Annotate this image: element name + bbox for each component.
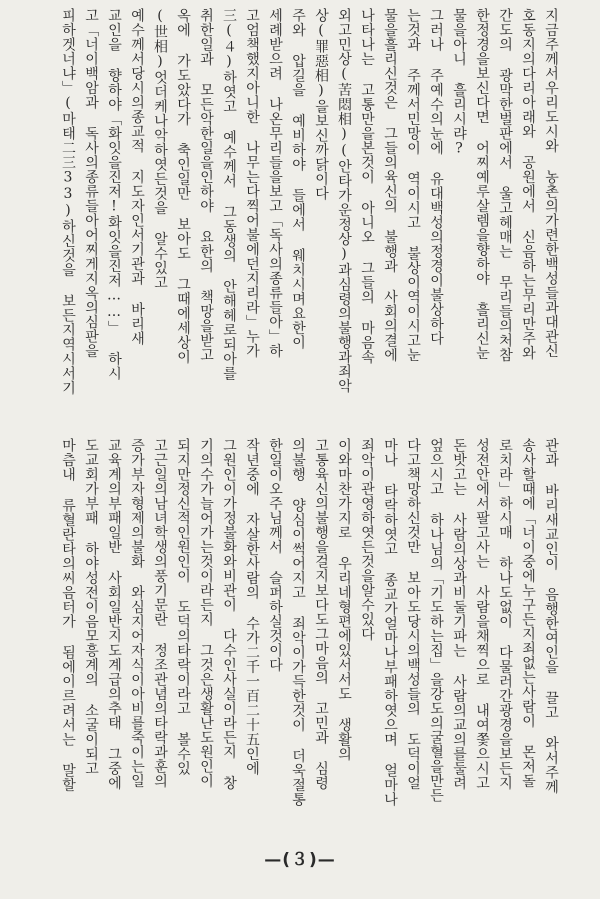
text-column: 주와 압길을 예비하야 들에서 웨치시며요한이: [290, 8, 306, 350]
text-column: 기의수가늘어가는것이라든지 그것은생활난도원인이: [198, 438, 214, 788]
text-column: 작년중에 자살한사람의 수가二千一百二十五인에: [244, 438, 260, 776]
text-column: 간도의 광막한벌판에서 울고헤매는 무리들의처참: [497, 8, 513, 362]
text-column: 고근일의남녀학생의풍기문란 정조관념의타락과훈의: [152, 438, 168, 788]
text-column: 도교회가부패 하야성전이음모흥계의 소굴이되고: [83, 438, 99, 776]
text-column: 외고민상(苦悶相)(안타가운정상)과심령의불행과죄악: [336, 8, 352, 393]
text-column: 는것과 주께서민망이 역이시고 불상이역이시고눈: [405, 8, 421, 362]
text-column: 세례받으려 나온무리들을보고「독사의종류들아」하: [267, 8, 283, 358]
text-column: 호동지의다리아래와 공원에서 신음하는무리만주와: [520, 8, 536, 360]
text-column: 관과 바리새교인이 음행한여인을 끌고 와서주께: [543, 438, 559, 794]
text-column: 고통육신의불행을걸지보다도그마음의 고민과 심령: [313, 438, 329, 790]
text-column: 피하겟너냐」(마태二三33)하신것을 보든지역시서기: [60, 8, 76, 395]
text-column: 이와마찬가지로 우리네형편에있서서도 생활의: [336, 438, 352, 761]
text-column: 옥에 가도았다가 축인일만 보아도 그때에세상이: [175, 8, 191, 364]
text-column: 예수께서당시의종교적 지도자인서기관과 바리새: [129, 8, 145, 346]
text-column: 三(４)하엿고 예수께서 그동생의 안해헤로되아를: [221, 8, 237, 381]
lower-text-block: [30, 438, 562, 842]
text-column: 돈밧고는 사람의상과비둘기파는 사람의교의를둘려: [451, 438, 467, 790]
text-column: 상(罪惡相)을보신까닭이다: [313, 8, 329, 201]
text-column: 되지만정신적인원인이 도덕의타락이라고 볼수있: [175, 438, 191, 776]
text-column: 그원인이가정불화와비관이 다수인사실이라든지 창: [221, 438, 237, 790]
text-column: 엎으시고 하나님의「기도하는집」을강도의굴혈을만든: [428, 438, 444, 803]
text-column: 나타나는 고통만을본것이 아니오 그들의 마음속: [359, 8, 375, 364]
page-number: —(３)—: [264, 850, 336, 870]
text-column: 성전안에서팔고사는 사람을채찍으로 내여쫓으시고: [474, 438, 490, 790]
text-column: 취한일과 모든악한일을인하야 요한의 책망을받고: [198, 8, 214, 362]
text-column: 물을아니 흘리시랴?: [451, 8, 467, 157]
text-column: 송사할때에「너이중에누구든지죄없는사람이 몬저돌: [520, 438, 536, 788]
text-column: 죄악이관영하엿든것을알수있다: [359, 438, 375, 641]
text-column: 고엄책했지아니한 나무는다찍어불에던지리라」누가: [244, 8, 260, 358]
text-column: 물을흘리신것은 그들의육신의 불행과 사회의결에: [382, 8, 398, 362]
text-column: 한일이오주님께서 슬퍼하실것이다: [267, 438, 283, 672]
text-column: 다고책망하신것만 보아도당시의백성들의 도덕이얼: [405, 438, 421, 790]
text-column: 교인을 향하야「화잇을진저!화잇을진저……」 하시: [106, 8, 122, 381]
text-column: 마츰내 류혈란타의씨음터가 됨에이르려서는 말할: [60, 438, 76, 792]
text-column: 마나 타락하엿고 종교가얼마나부패하엿으며 얼마나: [382, 438, 398, 807]
text-column: 고「너이백암과 독사의종류들아어찌게지옥의심판을: [83, 8, 99, 358]
text-column: 교육계의부패일반 사회일반지도계급의추태 그중에: [106, 438, 122, 790]
text-column: 한정경을보신다면 어찌예루살렘을향하야 흘리신눈: [474, 8, 490, 360]
text-column: 의불행 양심이썩어지고 죄악이가득한것이 더욱절통: [290, 438, 306, 807]
text-column: 증가부자형제의불화 와심지어자식이아비를죽이는일: [129, 438, 145, 788]
text-column: 로치라」하시매 하나도없이 다물러간광경을보든지: [497, 438, 513, 790]
text-column: (世相)엇더케나악하엿든것을 알수있고: [152, 8, 168, 290]
upper-text-block: [30, 8, 562, 426]
text-column: 지금주께서우리도시와 농촌의가련한백성들과대관신: [543, 8, 559, 358]
text-column: 그러나 주예수의눈에 유대백성의정경이불상하다: [428, 8, 444, 346]
